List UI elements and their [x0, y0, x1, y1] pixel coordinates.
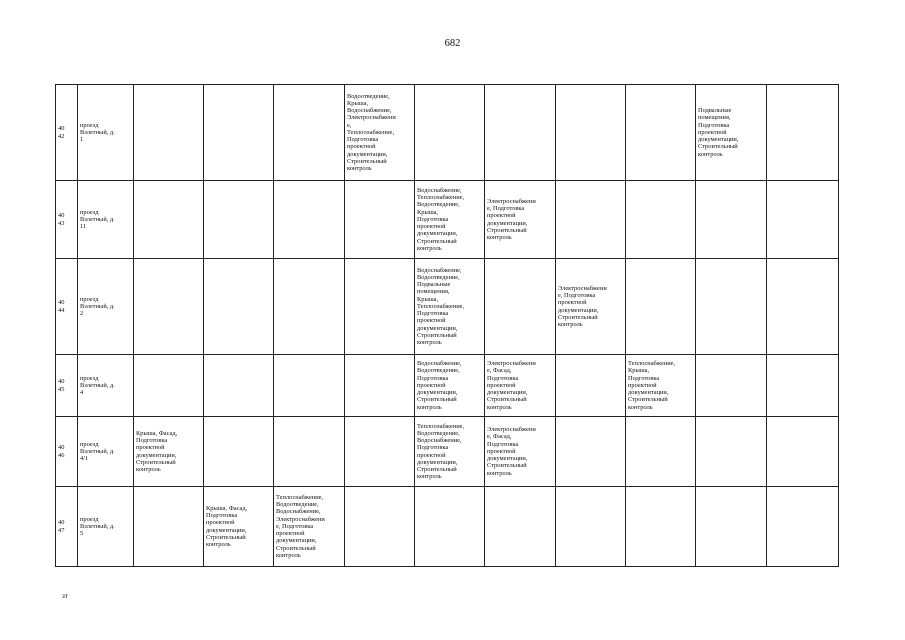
- row-number-cell: 40 44: [56, 259, 78, 355]
- work-cell-c5: Водоснабжение, Водоотведение, Подготовка проектной документации, Строительный контроль: [415, 355, 485, 417]
- work-cell-c3: Теплоснабжение, Водоотведение, Водоснабжение, Электроснабжени е, Подготовка проектной документации, Строительный контроль: [274, 487, 345, 567]
- work-cell-c7: [556, 181, 626, 259]
- work-cell-c7: [556, 85, 626, 181]
- table-row: [56, 355, 839, 417]
- work-cell-c1: [134, 181, 204, 259]
- work-cell-c3: [274, 259, 345, 355]
- address-cell: проезд Взлетный, д. 4: [78, 355, 134, 417]
- work-cell-c1: [134, 259, 204, 355]
- work-cell-c6: [485, 487, 556, 567]
- work-cell-c7: [556, 417, 626, 487]
- table-body: [56, 85, 839, 567]
- address-cell: проезд Взлетный, д. 1: [78, 85, 134, 181]
- work-cell-c7: [556, 487, 626, 567]
- work-cell-c5: [415, 85, 485, 181]
- table-row: [56, 259, 839, 355]
- work-cell-c6: Электроснабжени е, Фасад, Подготовка проектной документации, Строительный контроль: [485, 417, 556, 487]
- work-cell-c10: [767, 487, 839, 567]
- work-cell-c8: [626, 85, 696, 181]
- work-cell-c8: [626, 259, 696, 355]
- work-cell-c6: Электроснабжени е, Фасад, Подготовка проектной документации, Строительный контроль: [485, 355, 556, 417]
- work-cell-c9: [696, 487, 767, 567]
- page-number: 682: [444, 38, 461, 49]
- table-row: [56, 487, 839, 567]
- work-cell-c2: [204, 85, 274, 181]
- row-number-cell: 40 43: [56, 181, 78, 259]
- work-cell-c3: [274, 417, 345, 487]
- work-cell-c9: [696, 355, 767, 417]
- work-cell-c10: [767, 181, 839, 259]
- work-cell-c4: [345, 487, 415, 567]
- work-cell-c6: Электроснабжени е, Подготовка проектной документации, Строительный контроль: [485, 181, 556, 259]
- work-cell-c4: [345, 181, 415, 259]
- work-cell-c4: Водоотведение, Крыша, Водоснабжение, Электроснабжени е, Теплоснабжение, Подготовка проектной документации, Строительный контроль: [345, 85, 415, 181]
- work-cell-c2: [204, 355, 274, 417]
- work-cell-c2: [204, 181, 274, 259]
- work-cell-c2: Крыша, Фасад, Подготовка проектной документации, Строительный контроль: [204, 487, 274, 567]
- table-row: [56, 417, 839, 487]
- work-cell-c5: Водоснабжение, Теплоснабжение, Водоотведение, Крыша, Подготовка проектной документации, Строительный контроль: [415, 181, 485, 259]
- work-cell-c6: [485, 85, 556, 181]
- work-cell-c1: [134, 85, 204, 181]
- work-cell-c10: [767, 355, 839, 417]
- repair-schedule-table: [55, 84, 839, 567]
- work-cell-c4: [345, 417, 415, 487]
- work-cell-c7: [556, 355, 626, 417]
- row-number-cell: 40 46: [56, 417, 78, 487]
- work-cell-c3: [274, 181, 345, 259]
- address-cell: проезд Взлетный, д. 2: [78, 259, 134, 355]
- address-cell: проезд Взлетный, д. 4/1: [78, 417, 134, 487]
- row-number-cell: 40 42: [56, 85, 78, 181]
- work-cell-c9: [696, 259, 767, 355]
- work-cell-c2: [204, 259, 274, 355]
- work-cell-c9: [696, 181, 767, 259]
- work-cell-c1: Крыша, Фасад, Подготовка проектной документации, Строительный контроль: [134, 417, 204, 487]
- work-cell-c10: [767, 417, 839, 487]
- work-cell-c8: Теплоснабжение, Крыша, Подготовка проектной документации, Строительный контроль: [626, 355, 696, 417]
- work-cell-c4: [345, 259, 415, 355]
- work-cell-c5: Теплоснабжение, Водоотведение, Водоснабжение, Подготовка проектной документации, Строительный контроль: [415, 417, 485, 487]
- work-cell-c8: [626, 487, 696, 567]
- work-cell-c9: [696, 417, 767, 487]
- table-row: [56, 181, 839, 259]
- footer-mark: зт: [62, 592, 68, 600]
- table-row: [56, 85, 839, 181]
- row-number-cell: 40 47: [56, 487, 78, 567]
- work-cell-c4: [345, 355, 415, 417]
- work-cell-c9: Подвальные помещения, Подготовка проектной документации, Строительный контроль: [696, 85, 767, 181]
- work-cell-c5: Водоснабжение, Водоотведение, Подвальные помещения, Крыша, Теплоснабжение, Подготовка проектной документации, Строительный контроль: [415, 259, 485, 355]
- work-cell-c8: [626, 181, 696, 259]
- work-cell-c3: [274, 85, 345, 181]
- work-cell-c7: Электроснабжени е, Подготовка проектной документации, Строительный контроль: [556, 259, 626, 355]
- address-cell: проезд Взлетный, д. 11: [78, 181, 134, 259]
- work-cell-c10: [767, 259, 839, 355]
- work-cell-c10: [767, 85, 839, 181]
- row-number-cell: 40 45: [56, 355, 78, 417]
- work-cell-c8: [626, 417, 696, 487]
- work-cell-c1: [134, 487, 204, 567]
- work-cell-c2: [204, 417, 274, 487]
- work-cell-c3: [274, 355, 345, 417]
- address-cell: проезд Взлетный, д. 5: [78, 487, 134, 567]
- work-cell-c6: [485, 259, 556, 355]
- work-cell-c5: [415, 487, 485, 567]
- work-cell-c1: [134, 355, 204, 417]
